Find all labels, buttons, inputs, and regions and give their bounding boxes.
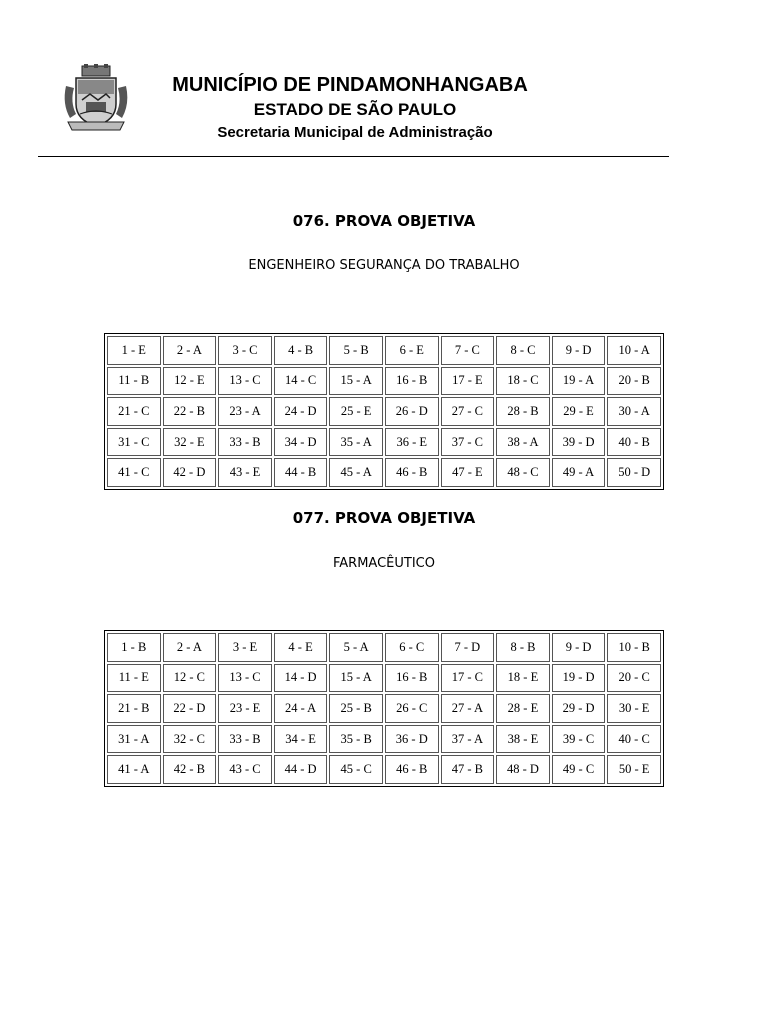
answer-cell: 7 - D — [441, 633, 495, 662]
answer-cell: 34 - E — [274, 725, 328, 754]
answer-row — [107, 664, 661, 693]
answer-cell: 31 - C — [107, 428, 161, 457]
answer-cell: 31 - A — [107, 725, 161, 754]
answer-row — [107, 336, 661, 365]
answer-key-table-076 — [104, 333, 664, 490]
answer-key-table-077 — [104, 630, 664, 787]
exam-title-076: 076. PROVA OBJETIVA — [292, 212, 476, 230]
answer-cell: 20 - C — [607, 664, 661, 693]
answer-cell: 10 - B — [607, 633, 661, 662]
answer-cell: 32 - E — [163, 428, 217, 457]
answer-cell: 7 - C — [441, 336, 495, 365]
answer-cell: 14 - C — [274, 367, 328, 396]
answer-cell: 19 - A — [552, 367, 606, 396]
answer-cell: 16 - B — [385, 367, 439, 396]
answer-cell: 3 - C — [218, 336, 272, 365]
answer-cell: 50 - E — [607, 755, 661, 784]
answer-cell: 38 - A — [496, 428, 550, 457]
answer-cell: 23 - E — [218, 694, 272, 723]
answer-cell: 13 - C — [218, 367, 272, 396]
answer-cell: 9 - D — [552, 633, 606, 662]
answer-cell: 44 - B — [274, 458, 328, 487]
answer-cell: 41 - A — [107, 755, 161, 784]
answer-cell: 50 - D — [607, 458, 661, 487]
answer-cell: 6 - E — [385, 336, 439, 365]
answer-cell: 48 - D — [496, 755, 550, 784]
answer-cell: 25 - B — [329, 694, 383, 723]
answer-cell: 16 - B — [385, 664, 439, 693]
answer-cell: 9 - D — [552, 336, 606, 365]
answer-cell: 11 - E — [107, 664, 161, 693]
exam-subtitle-077: FARMACÊUTICO — [333, 556, 435, 571]
answer-cell: 19 - D — [552, 664, 606, 693]
answer-cell: 40 - B — [607, 428, 661, 457]
answer-cell: 43 - E — [218, 458, 272, 487]
answer-cell: 23 - A — [218, 397, 272, 426]
answer-cell: 8 - C — [496, 336, 550, 365]
answer-cell: 24 - A — [274, 694, 328, 723]
answer-row — [107, 725, 661, 754]
answer-cell: 17 - E — [441, 367, 495, 396]
answer-cell: 42 - B — [163, 755, 217, 784]
municipal-crest-logo — [60, 64, 132, 134]
answer-cell: 15 - A — [329, 664, 383, 693]
answer-cell: 13 - C — [218, 664, 272, 693]
answer-row — [107, 633, 661, 662]
answer-cell: 35 - A — [329, 428, 383, 457]
answer-cell: 22 - D — [163, 694, 217, 723]
answer-row — [107, 397, 661, 426]
answer-cell: 4 - E — [274, 633, 328, 662]
municipality-title: MUNICÍPIO DE PINDAMONHANGABA — [172, 74, 528, 96]
answer-cell: 39 - C — [552, 725, 606, 754]
answer-cell: 49 - A — [552, 458, 606, 487]
answer-cell: 45 - C — [329, 755, 383, 784]
answer-cell: 44 - D — [274, 755, 328, 784]
answer-cell: 27 - C — [441, 397, 495, 426]
answer-cell: 30 - A — [607, 397, 661, 426]
answer-cell: 1 - E — [107, 336, 161, 365]
answer-cell: 30 - E — [607, 694, 661, 723]
answer-cell: 36 - D — [385, 725, 439, 754]
answer-cell: 12 - E — [163, 367, 217, 396]
answer-cell: 3 - E — [218, 633, 272, 662]
answer-cell: 24 - D — [274, 397, 328, 426]
answer-cell: 29 - D — [552, 694, 606, 723]
answer-cell: 33 - B — [218, 725, 272, 754]
answer-cell: 33 - B — [218, 428, 272, 457]
answer-cell: 22 - B — [163, 397, 217, 426]
answer-cell: 36 - E — [385, 428, 439, 457]
answer-cell: 21 - B — [107, 694, 161, 723]
answer-cell: 26 - D — [385, 397, 439, 426]
answer-cell: 4 - B — [274, 336, 328, 365]
answer-cell: 12 - C — [163, 664, 217, 693]
answer-row — [107, 458, 661, 487]
answer-cell: 5 - B — [329, 336, 383, 365]
answer-row — [107, 694, 661, 723]
answer-cell: 47 - B — [441, 755, 495, 784]
answer-cell: 42 - D — [163, 458, 217, 487]
answer-cell: 10 - A — [607, 336, 661, 365]
exam-title-077: 077. PROVA OBJETIVA — [292, 509, 476, 527]
answer-cell: 14 - D — [274, 664, 328, 693]
answer-cell: 38 - E — [496, 725, 550, 754]
answer-cell: 28 - E — [496, 694, 550, 723]
answer-cell: 1 - B — [107, 633, 161, 662]
answer-cell: 34 - D — [274, 428, 328, 457]
state-title: ESTADO DE SÃO PAULO — [253, 100, 457, 119]
answer-cell: 35 - B — [329, 725, 383, 754]
answer-row — [107, 428, 661, 457]
answer-cell: 21 - C — [107, 397, 161, 426]
answer-cell: 45 - A — [329, 458, 383, 487]
answer-cell: 43 - C — [218, 755, 272, 784]
answer-cell: 26 - C — [385, 694, 439, 723]
answer-cell: 25 - E — [329, 397, 383, 426]
answer-cell: 2 - A — [163, 336, 217, 365]
answer-cell: 15 - A — [329, 367, 383, 396]
answer-cell: 46 - B — [385, 458, 439, 487]
answer-cell: 29 - E — [552, 397, 606, 426]
answer-cell: 41 - C — [107, 458, 161, 487]
answer-cell: 2 - A — [163, 633, 217, 662]
answer-cell: 48 - C — [496, 458, 550, 487]
answer-cell: 17 - C — [441, 664, 495, 693]
department-title: Secretaria Municipal de Administração — [217, 124, 493, 141]
answer-cell: 20 - B — [607, 367, 661, 396]
answer-cell: 18 - E — [496, 664, 550, 693]
answer-cell: 39 - D — [552, 428, 606, 457]
answer-cell: 40 - C — [607, 725, 661, 754]
answer-cell: 18 - C — [496, 367, 550, 396]
answer-row — [107, 367, 661, 396]
answer-cell: 47 - E — [441, 458, 495, 487]
answer-row — [107, 755, 661, 784]
answer-cell: 37 - C — [441, 428, 495, 457]
header-divider — [38, 156, 669, 157]
answer-cell: 49 - C — [552, 755, 606, 784]
answer-cell: 11 - B — [107, 367, 161, 396]
answer-cell: 32 - C — [163, 725, 217, 754]
answer-cell: 46 - B — [385, 755, 439, 784]
answer-cell: 5 - A — [329, 633, 383, 662]
answer-cell: 27 - A — [441, 694, 495, 723]
answer-cell: 28 - B — [496, 397, 550, 426]
answer-cell: 37 - A — [441, 725, 495, 754]
exam-subtitle-076: ENGENHEIRO SEGURANÇA DO TRABALHO — [248, 258, 520, 273]
answer-cell: 6 - C — [385, 633, 439, 662]
answer-cell: 8 - B — [496, 633, 550, 662]
